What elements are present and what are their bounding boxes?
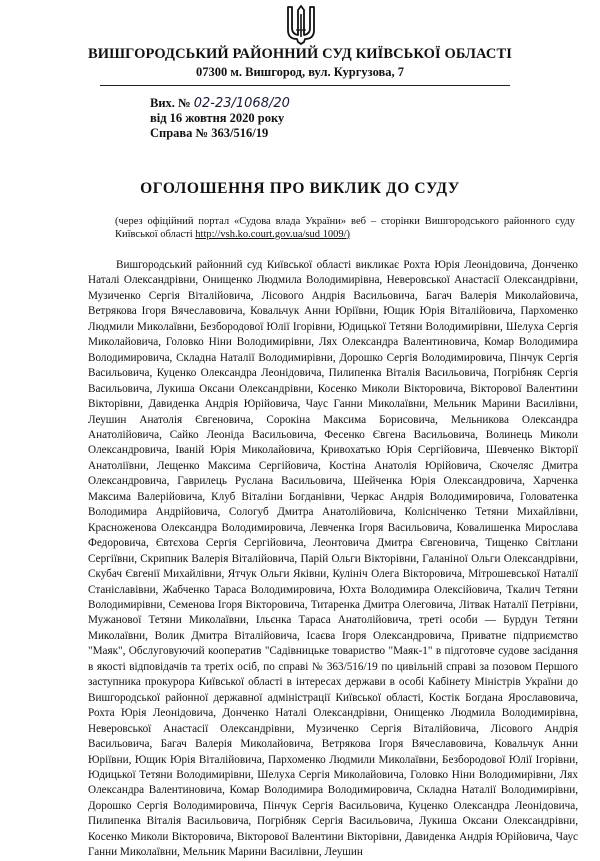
header-divider bbox=[100, 85, 510, 86]
trident-emblem-icon bbox=[285, 4, 317, 44]
intro-text: (через офіційний портал «Судова влада України» веб – сторінки Вишгородського районного суду Київської області bbox=[115, 216, 575, 240]
intro-note bbox=[115, 216, 575, 242]
page-title: ОГОЛОШЕННЯ ПРО ВИКЛИК ДО СУДУ bbox=[140, 180, 460, 197]
outgoing-label: Вих. № bbox=[150, 96, 191, 110]
summons-body: Вишгородський районний суд Київської області викликає Рохта Юрія Леонідовича, Донченко Наталі Олександрівни, Онищенко Людмила Володимирівна, Неверовської Анастасії Олександрівни, Музиченко Сергія Віталійовича, Лісового Андрія Васильовича, Багач Валерія Миколайовича, Ветрякова Ігоря Вячеславовича, Ковальчук Анни Юріївни, Ющик Юрія Віталійовича, Пархоменко Людмили Миколаївни, Безбородової Юлії Ігорівни, Юдицької Тетяни Володимирівни, Шелуха Сергія Миколайовича, Головко Ніни Володимирівни, Лях Олександра Валентиновича, Комар Володимира Володимировича, Складна Наталії Володимирівни, Дорошко Сергія Володимировича, Пінчук Сергія Васильовича, Куценко Олександра Леонідовича, Пилипенка Віталія Васильовича, Погрібняк Сергія Васильовича, Лукиша Оксани Олександрівни, Косенко Миколи Вікторовича, Вікторової Валентини Вікторівни, Давиденка Андрія Юрійовича, Чаус Ганни Миколаївни, Мельник Марини Василівни, Леушин Анатолія Євгеновича, Сорокіна Максима Борисовича, Мельникова Олександра Анатолійовича, Сайко Леоніда Васильовича, Фесенко Євгена Васильовича, Волинець Миколи Олександровича, Іваній Юрія Миколайовича, Кривохатько Юрія Сергійовича, Шевченко Вікторії Анатоліївни, Лещенко Максима Сергійовича, Костіна Анатолія Юрійовича, Скочеляс Дмитра Олександровича, Гаврилець Руслана Васильовича, Шейченка Юрія Олександровича, Харченка Максима Валерійовича, Клуб Віталіни Богданівни, Черкас Андрія Володимировича, Головатенка Володимира Андрійовича, Сологуб Дмитра Анатолійовича, Колісніченко Тетяни Михайлівни, Красноженова Олександра Володимировича, Левченка Ігоря Васильовича, Ковалишенка Мирослава Федоровича, Євтєхова Сергія Сергійовича, Леонтовича Дмитра Євгеновича, Тищенко Світлани Сергіївни, Скрипник Валерія Віталійовича, Парій Ольги Вікторівни, Галаніної Ольги Олександрівни, Скубач Євгенії Михайлівни, Ятчук Ольги Яківни, Кулініч Олега Вікторовича, Мітрошевської Наталії Станіславівни, Жабченко Тараса Володимировича, Юхта Володимира Олексійовича, Ткалич Тетяни Володимирівни, Семенова Ігоря Вікторовича, Титаренка Дмитра Олеговича, Літвак Наталії Петрівни, Мужанової Тетяни Миколаївни, Ільєнка Тараса Анатолійовича, треті особи — Бурдун Тетяни Миколаївни, Волик Дмитра Віталійовича, Ісаєва Ігоря Олександровича, Приватне підприємство "Маяк", Обслуговуючий кооператив "Садівницьке товариство "Маяк-1" в підготовче судове засідання в якості відповідачів та третіх осіб, по справі № 363/516/19 по цивільній справі за позовом Першого заступника прокурора Київської області в інтересах держави в особі Кабінету Міністрів України до Вишгородської районної державної адміністрації Київської області, Костік Богдана Ярославовича, Рохта Юрія Леонідовича, Донченко Наталі Олександрівни, Онищенко Людмила Володимирівна, Неверовської Анастасії Олександрівни, Музиченко Сергія Віталійовича, Лісового Андрія Васильовича, Багач Валерія Миколайовича, Ветрякова Ігоря Вячеславовича, Ковальчук Анни Юріївни, Ющик Юрія Віталійовича, Пархоменко Людмили Миколаївни, Безбородової Юлії Ігорівни, Юдицької Тетяни Володимирівни, Шелуха Сергія Миколайовича, Головко Ніни Володимирівни, Лях Олександра Валентиновича, Комар Володимира Володимировича, Складна Наталії Володимирівни, Дорошко Сергія Володимировича, Пінчук Сергія Васильовича, Куценко Олександра Леонідовича, Пилипенка Віталія Васильовича, Погрібняк Сергія Васильовича, Лукиша Оксани Олександрівни, Косенко Миколи Вікторовича, Вікторової Валентини Вікторівни, Давиденка Андрія Юрійовича, Чаус Ганни Миколаївни, Мельник Марини Василівни, Леушин bbox=[88, 259, 578, 859]
case-number: Справа № 363/516/19 bbox=[150, 126, 269, 140]
document-meta bbox=[150, 96, 290, 141]
outgoing-number: 02-23/1068/20 bbox=[193, 96, 290, 111]
document-date: від 16 жовтня 2020 року bbox=[150, 111, 285, 125]
court-address: 07300 м. Вишгород, вул. Кургузова, 7 bbox=[195, 65, 405, 79]
court-name: ВИШГОРОДСЬКИЙ РАЙОННИЙ СУД КИЇВСЬКОЇ ОБЛАСТІ bbox=[87, 46, 512, 62]
court-website-link[interactable]: http://vsh.ko.court.gov.ua/sud 1009/) bbox=[195, 228, 351, 240]
outgoing-number-line bbox=[150, 96, 290, 111]
